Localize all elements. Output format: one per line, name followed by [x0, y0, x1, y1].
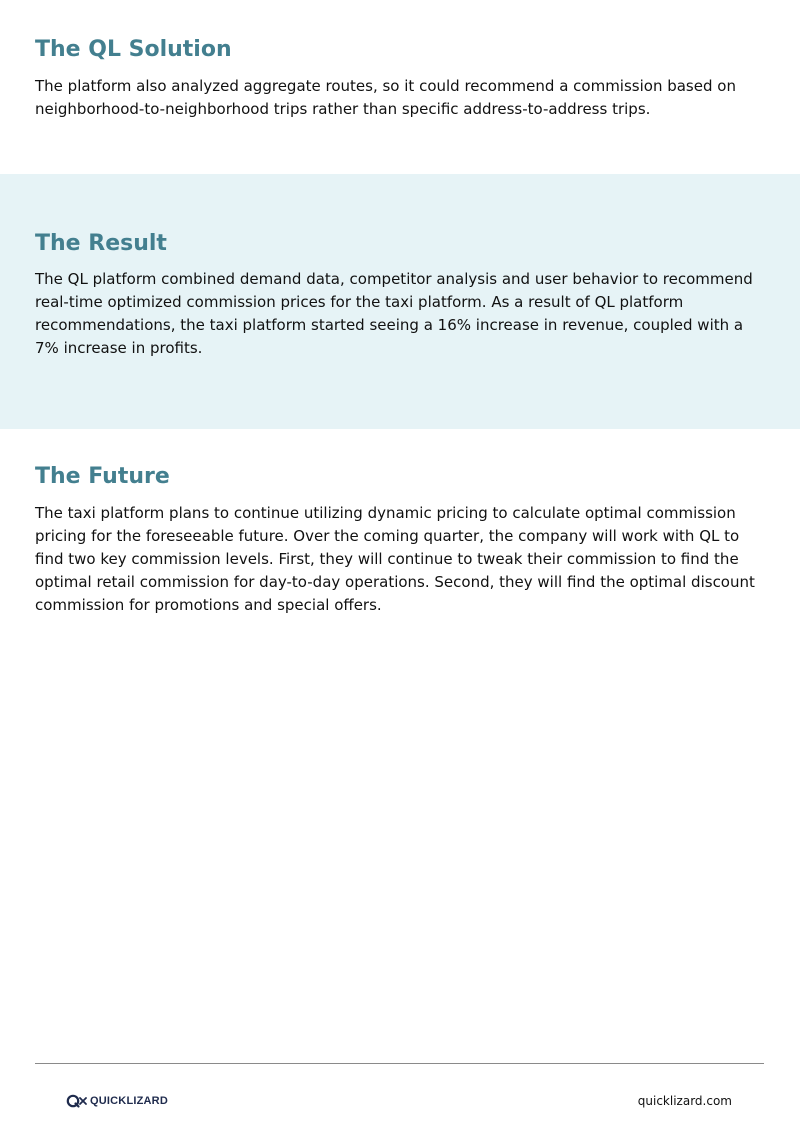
footer-divider [35, 1063, 764, 1064]
logo-wordmark: QUICKLIZARD [90, 1095, 168, 1107]
section-solution [0, 0, 800, 174]
footer-url: quicklizard.com [637, 1094, 732, 1108]
footer-logo [66, 1092, 168, 1110]
result-heading: The Result [35, 231, 167, 256]
solution-heading: The QL Solution [35, 37, 232, 62]
result-body: The QL platform combined demand data, competitor analysis and user behavior to recommend real-time optimized commission prices for the taxi platform. As a result of QL platform recommendations, the taxi platform started seeing a 16% increase in revenue, coupled with a 7% increase in profits. [35, 270, 753, 357]
solution-body: The platform also analyzed aggregate routes, so it could recommend a commission based on neighborhood-to-neighborhood trips rather than specific address-to-address trips. [35, 77, 736, 118]
quicklizard-logo-icon [66, 1093, 88, 1109]
section-result [0, 174, 800, 429]
future-heading: The Future [35, 464, 170, 489]
section-future [0, 429, 800, 729]
future-body: The taxi platform plans to continue utilizing dynamic pricing to calculate optimal commission pricing for the foreseeable future. Over the coming quarter, the company will work with QL to find two key commission levels. First, they will continue to tweak their commission to find the optimal retail commission for day-to-day operations. Second, they will find the optimal discount commission for promotions and special offers. [35, 504, 755, 614]
